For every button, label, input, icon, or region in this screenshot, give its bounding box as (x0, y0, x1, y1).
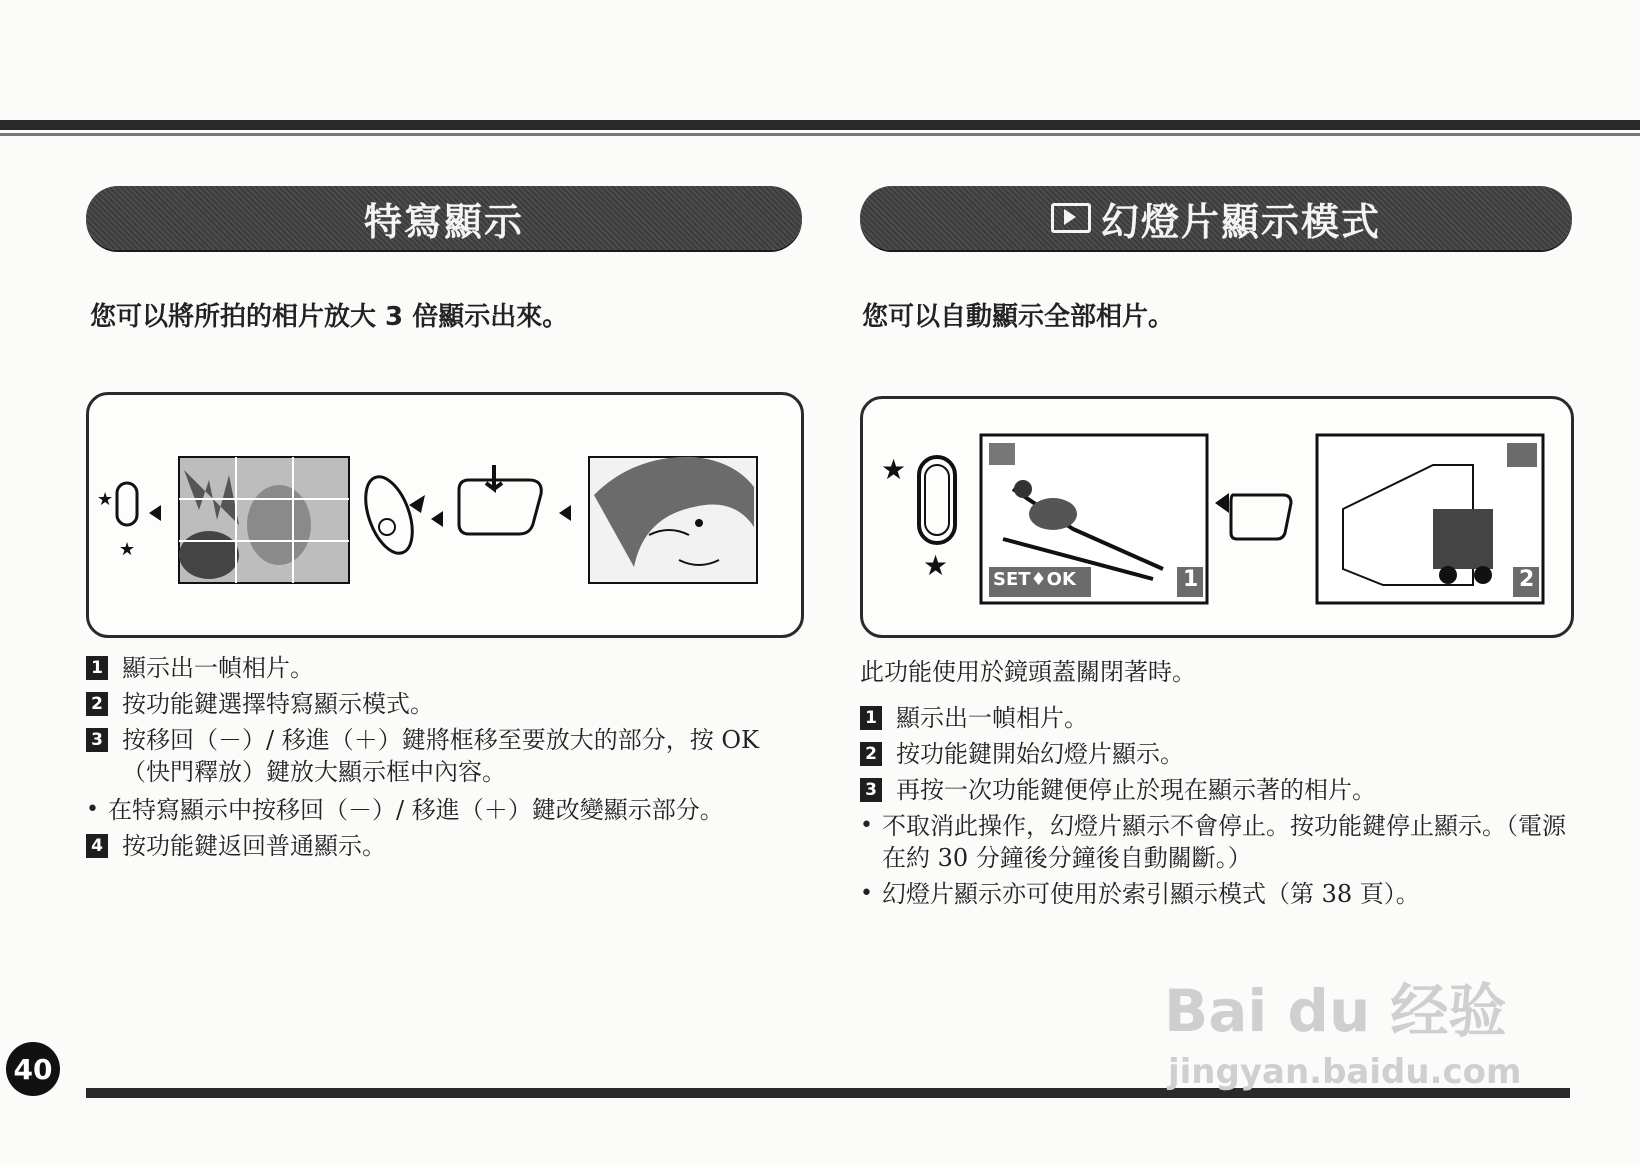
svg-text:★: ★ (881, 453, 907, 486)
page-number-badge (6, 1042, 60, 1096)
right-caption: 此功能使用於鏡頭蓋關閉著時。 (860, 658, 1196, 686)
step-text: 按功能鍵返回普通顯示。 (122, 832, 386, 860)
bullet-text: 幻燈片顯示亦可使用於索引顯示模式（第 38 頁）。 (882, 880, 1420, 908)
right-section-banner (860, 186, 1572, 250)
step-number: 3 (86, 728, 108, 752)
right-step-2 (860, 738, 1568, 770)
step-text: 顯示出一幀相片。 (122, 654, 314, 682)
bullet-text: 在特寫顯示中按移回（－）/ 移進（＋）鍵改變顯示部分。 (108, 796, 724, 824)
step-text: 按功能鍵選擇特寫顯示模式。 (122, 690, 434, 718)
bullet: • (860, 881, 873, 906)
step-number: 1 (860, 706, 882, 730)
right-figure-box (860, 396, 1574, 638)
left-section-title: 特寫顯示 (363, 199, 524, 244)
page-number: 40 (13, 1052, 53, 1086)
watermark-url: jingyan.baidu.com (1168, 1052, 1522, 1092)
svg-text:★: ★ (119, 539, 136, 560)
step-number: 2 (860, 742, 882, 766)
step-text: 再按一次功能鍵便停止於現在顯示著的相片。 (896, 776, 1376, 804)
step-number: 2 (86, 692, 108, 716)
left-bullet-1 (86, 794, 802, 826)
right-section-title: 幻燈片顯示模式 (1100, 199, 1381, 244)
screen1-label: SET♦OK (993, 569, 1076, 590)
right-step-1 (860, 702, 1568, 734)
closeup-illustration (89, 395, 801, 635)
slideshow-illustration (863, 399, 1571, 635)
right-lead-text: 您可以自動顯示全部相片。 (862, 302, 1175, 332)
step-number: 1 (86, 656, 108, 680)
screen2-number: 2 (1519, 567, 1535, 592)
left-lead-text: 您可以將所拍的相片放大 3 倍顯示出來。 (90, 302, 569, 332)
top-rule (0, 120, 1640, 130)
bullet-text: 不取消此操作，幻燈片顯示不會停止。按功能鍵停止顯示。（電源在約 30 分鐘後分鐘後自動關斷。） (882, 812, 1566, 872)
right-bullet-1 (860, 810, 1568, 874)
svg-text:★: ★ (97, 489, 114, 510)
step-number: 4 (86, 834, 108, 858)
right-step-3 (860, 774, 1568, 806)
left-step-3 (86, 724, 802, 788)
right-bullet-2 (860, 878, 1568, 910)
left-figure-box (86, 392, 804, 638)
screen1-number: 1 (1183, 567, 1199, 592)
step-text: 按功能鍵開始幻燈片顯示。 (896, 740, 1184, 768)
slideshow-icon (1051, 203, 1091, 233)
left-step-1 (86, 652, 798, 684)
bullet: • (86, 797, 99, 822)
left-section-banner (86, 186, 802, 250)
watermark-brand: Bai du 经验 (1164, 977, 1507, 1045)
step-text: 按移回（－）/ 移進（＋）鍵將框移至要放大的部分，按 OK（快門釋放）鍵放大顯示框中內容。 (122, 726, 759, 786)
step-text: 顯示出一幀相片。 (896, 704, 1088, 732)
top-rule-thin (0, 133, 1640, 136)
svg-text:★: ★ (923, 549, 949, 582)
step-number: 3 (860, 778, 882, 802)
bullet: • (860, 813, 873, 838)
left-step-4 (86, 830, 798, 862)
left-step-2 (86, 688, 798, 720)
